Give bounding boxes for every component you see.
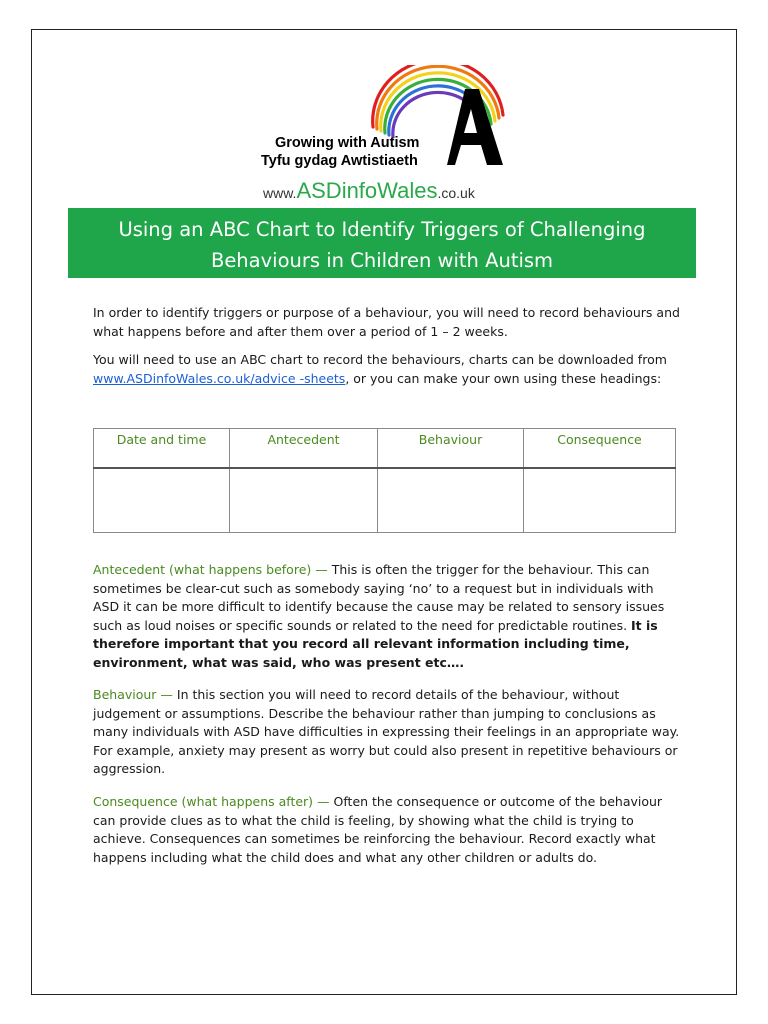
consequence-section <box>93 793 683 867</box>
cell-behaviour <box>378 468 524 533</box>
intro-paragraph-1: In order to identify triggers or purpose of a behaviour, you will need to record behaviours and what happens before and after them over a period of 1 – 2 weeks. <box>93 305 680 339</box>
abc-chart-table <box>93 428 676 533</box>
title-line-1: Using an ABC Chart to Identify Triggers of Challenging <box>118 218 646 241</box>
behaviour-text: In this section you will need to record details of the behaviour, without judgement or assumptions. Describe the behaviour rather than jumping to conclusions as many individuals with ASD have difficulties in expressing their feelings in an appropriate way. For example, anxiety may present as worry but could also present in repetitive behaviours or aggression. <box>93 687 680 776</box>
antecedent-emphasis: It is therefore important that you record all relevant information including time, environment, what was said, who was present etc…. <box>93 617 658 670</box>
header-behaviour: Behaviour <box>378 429 524 469</box>
logo-line1: Growing with Autism <box>275 135 420 151</box>
rainbow-a-logo-graphic <box>261 65 509 205</box>
header-antecedent: Antecedent <box>230 429 378 469</box>
antecedent-text: This is often the trigger for the behaviour. This can sometimes be clear-cut such as somebody saying ‘no’ to a request but in individuals with ASD it can be more difficult to identify because the cause may be related to sensory issues such as loud noises or specific sounds or related to the need for predictable routines. <box>93 562 665 633</box>
antecedent-section <box>93 561 683 672</box>
asd-info-wales-logo <box>261 65 509 205</box>
header-consequence: Consequence <box>524 429 676 469</box>
table-row <box>94 468 676 533</box>
header-date-and-time: Date and time <box>94 429 230 469</box>
table-header-row <box>94 429 676 469</box>
consequence-text: Often the consequence or outcome of the behaviour can provide clues as to what the child is feeling, by showing what the child is trying to achieve. Consequences can sometimes be reinforcing the behaviour. Record exactly what happens including what the child does and what any other children or adults do. <box>93 794 663 865</box>
cell-antecedent <box>230 468 378 533</box>
intro-text-before-link: You will need to use an ABC chart to record the behaviours, charts can be downloaded from <box>93 352 667 367</box>
document-page <box>31 29 737 995</box>
behaviour-heading: Behaviour — <box>93 687 173 702</box>
behaviour-section <box>93 686 683 779</box>
title-banner <box>68 208 696 278</box>
consequence-heading: Consequence (what happens after) — <box>93 794 330 809</box>
logo-line2: Tyfu gydag Awtistiaeth <box>261 153 418 169</box>
logo-website: www.ASDinfoWales.co.uk <box>263 178 475 203</box>
intro-paragraph-2 <box>93 351 683 388</box>
title-line-2: Behaviours in Children with Autism <box>210 249 554 272</box>
advice-sheets-link[interactable]: www.ASDinfoWales.co.uk/advice -sheets <box>93 370 346 386</box>
cell-date-and-time <box>94 468 230 533</box>
intro-text-after-link: , or you can make your own using these headings: <box>345 370 662 386</box>
antecedent-heading: Antecedent (what happens before) — <box>93 562 328 577</box>
cell-consequence <box>524 468 676 533</box>
